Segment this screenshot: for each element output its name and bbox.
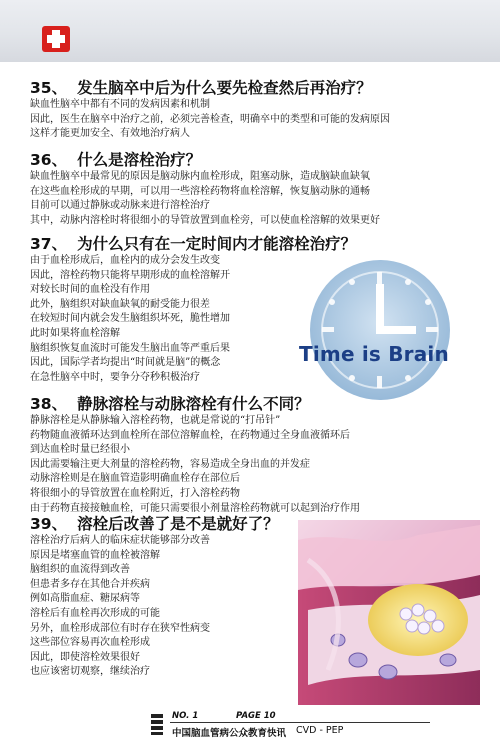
body-line: 在较短时间内就会发生脑组织坏死，脆性增加 (30, 313, 230, 325)
body-line: 溶栓治疗后病人的临床症状能够部分改善 (30, 535, 210, 546)
blood-vessel-illustration (298, 520, 480, 705)
body-line: 溶栓后有血栓再次形成的可能 (30, 607, 160, 619)
body-line: 由于药物直接接触血栓，可能只需要很小剂量溶栓药物就可以起到治疗作用 (30, 502, 360, 514)
body-line: 药物随血液循环达到血栓所在部位溶解血栓，在药物通过全身血液循环后 (30, 429, 350, 441)
issue-number: NO. 1 (172, 711, 199, 721)
body-line: 这样才能更加安全、有效地治疗病人 (30, 128, 190, 140)
section-body (30, 534, 279, 680)
footer-divider (170, 722, 430, 723)
body-line: 因此，医生在脑卒中治疗之前，必须完善检查，明确卒中的类型和可能的发病原因 (30, 113, 390, 125)
section-title: 什么是溶栓治疗？ (77, 151, 202, 169)
body-line: 缺血性脑卒中都有不同的发病因素和机制 (30, 99, 210, 110)
body-line: 对较长时间的血栓没有作用 (30, 284, 150, 296)
section-heading (30, 514, 279, 534)
section-36 (30, 150, 380, 228)
body-line: 此外，脑组织对缺血缺氧的耐受能力很差 (30, 298, 210, 310)
body-line: 因此，国际学者均提出“时间就是脑”的概念 (30, 357, 221, 369)
body-line: 脑组织恢复血流时可能发生脑出血等严重后果 (30, 342, 230, 354)
section-title: 静脉溶栓与动脉溶栓有什么不同？ (77, 395, 310, 413)
section-title: 为什么只有在一定时间内才能溶栓治疗？ (77, 235, 357, 253)
medical-cross-icon (42, 26, 70, 52)
body-line: 将很细小的导管放置在血栓附近，打入溶栓药物 (30, 487, 240, 499)
body-line: 另外，血栓形成部位有时存在狭窄性病变 (30, 622, 210, 634)
header-banner (0, 0, 500, 62)
section-body (30, 98, 390, 142)
section-body (30, 170, 380, 228)
body-line: 缺血性脑卒中最常见的原因是脑动脉内血栓形成，阻塞动脉，造成脑缺血缺氧 (30, 171, 370, 182)
publication-code: CVD - PEP (296, 725, 344, 736)
section-number: 39、 (30, 515, 68, 533)
body-line: 到达血栓时量已经很小 (30, 444, 130, 456)
blood-clot-icon (298, 520, 480, 705)
section-number: 37、 (30, 235, 68, 253)
page-number: PAGE 10 (236, 711, 276, 721)
body-line: 在急性脑卒中时，要争分夺秒积极治疗 (30, 371, 200, 383)
publication-logo-icon (150, 712, 164, 736)
section-number: 36、 (30, 151, 68, 169)
body-line: 此时如果将血栓溶解 (30, 327, 120, 339)
section-heading (30, 394, 360, 414)
section-38 (30, 394, 360, 516)
publication-name: 中国脑血管病公众教育快讯 (172, 728, 287, 739)
body-line: 目前可以通过静脉或动脉来进行溶栓治疗 (30, 200, 210, 212)
section-35 (30, 78, 390, 142)
section-heading (30, 150, 380, 170)
body-line: 动脉溶栓则是在脑血管造影明确血栓存在部位后 (30, 473, 240, 485)
body-line: 这些部位容易再次血栓形成 (30, 637, 150, 649)
body-line: 其中，动脉内溶栓时将很细小的导管放置到血栓旁，可以使血栓溶解的效果更好 (30, 214, 380, 226)
section-body (30, 414, 360, 516)
section-heading (30, 234, 356, 254)
body-line: 因此需要输注更大剂量的溶栓药物，容易造成全身出血的并发症 (30, 458, 310, 470)
body-line: 脑组织的血流得到改善 (30, 564, 130, 576)
body-line: 因此，即使溶栓效果很好 (30, 651, 140, 663)
body-line: 也应该密切观察，继续治疗 (30, 666, 150, 678)
body-line: 在这些血栓形成的早期，可以用一些溶栓药物将血栓溶解，恢复脑动脉的通畅 (30, 185, 370, 197)
body-line: 静脉溶栓是从静脉输入溶栓药物，也就是常说的“打吊针” (30, 415, 281, 426)
section-number: 38、 (30, 395, 68, 413)
body-line: 原因是堵塞血管的血栓被溶解 (30, 549, 160, 561)
body-line: 例如高脂血症、糖尿病等 (30, 593, 140, 605)
section-number: 35、 (30, 79, 68, 97)
body-line: 因此，溶栓药物只能将早期形成的血栓溶解开 (30, 269, 230, 281)
time-is-brain-caption: Time is Brain (299, 342, 449, 366)
section-title: 发生脑卒中后为什么要先检查然后再治疗？ (77, 79, 372, 97)
section-title: 溶栓后改善了是不是就好了？ (77, 515, 279, 533)
body-line: 由于血栓形成后，血栓内的成分会发生改变 (30, 255, 220, 266)
section-39 (30, 514, 279, 680)
body-line: 但患者多存在其他合并疾病 (30, 578, 150, 590)
section-heading (30, 78, 390, 98)
